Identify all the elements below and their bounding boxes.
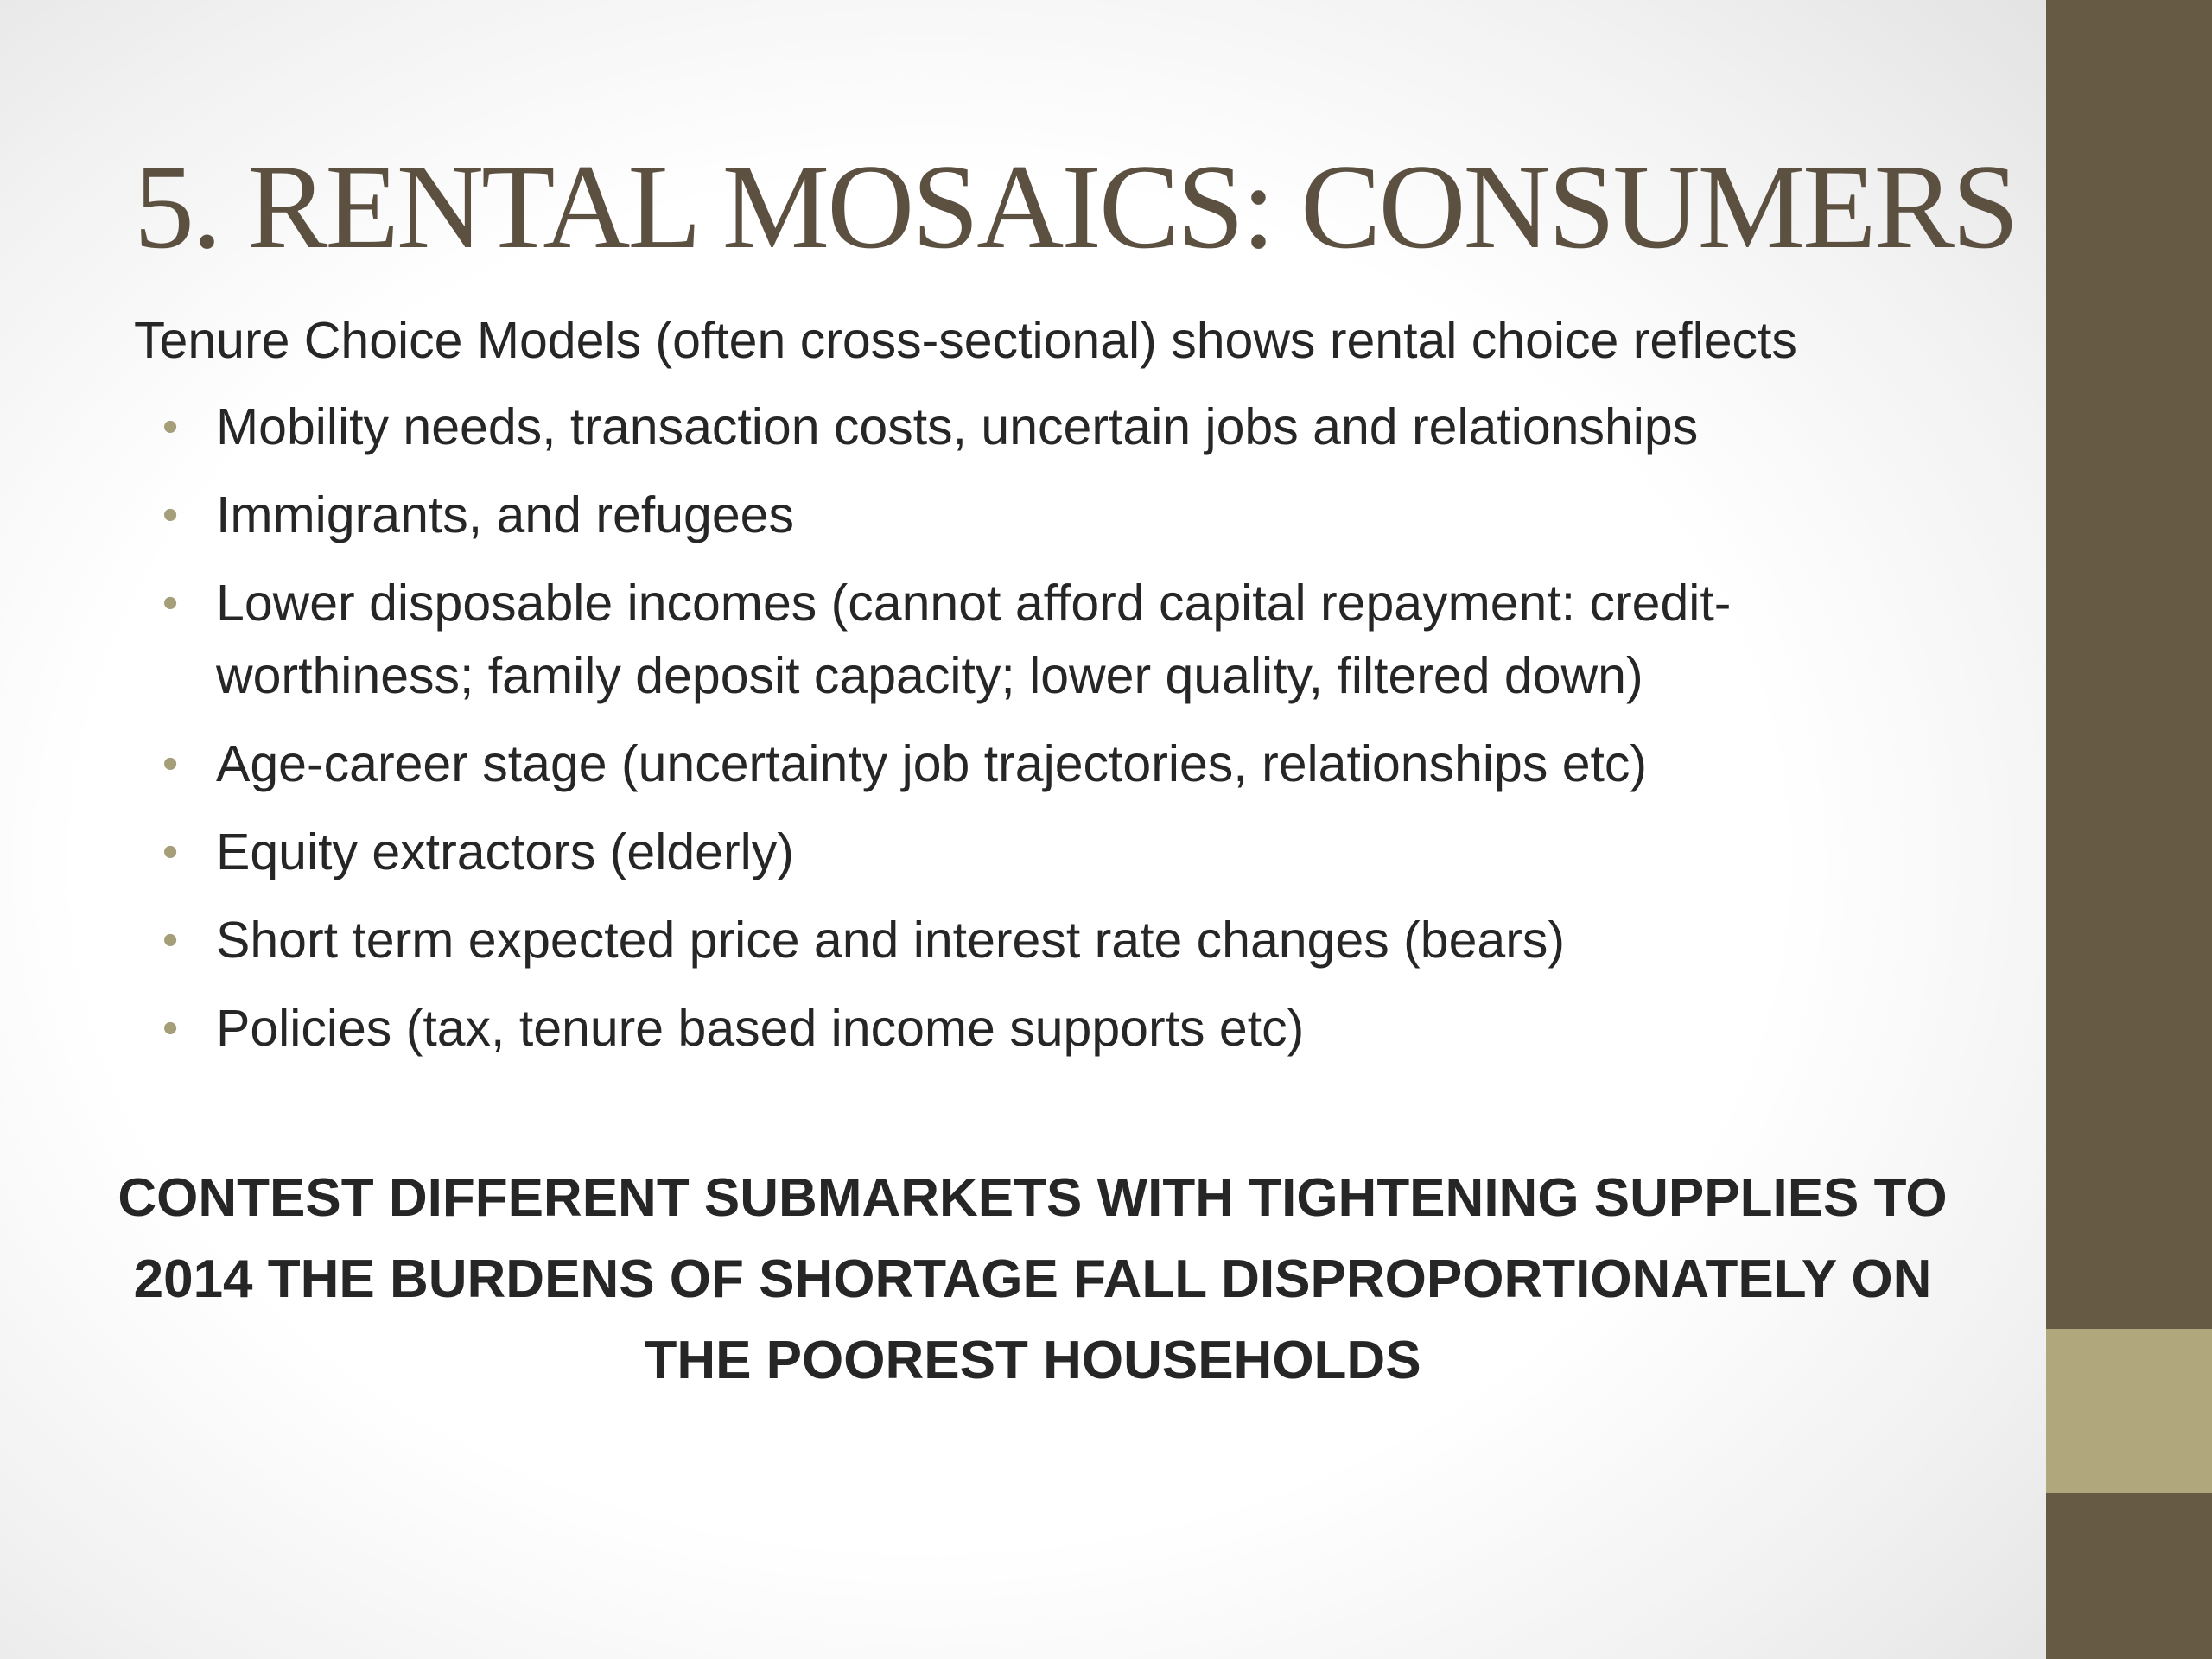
bullet-item bbox=[134, 479, 1966, 551]
bullet-icon: • bbox=[162, 827, 179, 877]
bullet-text: Age-career stage (uncertainty job trajectories, relationships etc) bbox=[216, 735, 1648, 792]
decorative-side-bar bbox=[2046, 0, 2212, 1659]
bullet-text: Equity extractors (elderly) bbox=[216, 823, 794, 880]
slide-body bbox=[134, 304, 1966, 1080]
bullet-item bbox=[134, 567, 1966, 712]
bullet-text: Mobility needs, transaction costs, uncertain jobs and relationships bbox=[216, 398, 1699, 455]
side-bar-dark-band-bottom bbox=[2046, 1493, 2212, 1659]
bullet-text: Immigrants, and refugees bbox=[216, 486, 794, 543]
bullet-text: Lower disposable incomes (cannot afford capital repayment: credit-worthiness; family deposit capacity; lower quality, filtered down) bbox=[216, 575, 1732, 704]
bullet-icon: • bbox=[162, 1003, 179, 1053]
bullet-item bbox=[134, 904, 1966, 976]
bullet-icon: • bbox=[162, 915, 179, 965]
intro-text: Tenure Choice Models (often cross-sectional) shows rental choice reflects bbox=[134, 312, 1797, 369]
conclusion-statement: CONTEST DIFFERENT SUBMARKETS WITH TIGHTENING SUPPLIES TO 2014 THE BURDENS OF SHORTAGE FALL DISPROPORTIONATELY ON THE POOREST HOUSEHOLDS bbox=[118, 1168, 1948, 1390]
bullet-item bbox=[134, 992, 1966, 1065]
side-bar-accent-band bbox=[2046, 1329, 2212, 1493]
bullet-item bbox=[134, 728, 1966, 800]
bullet-icon: • bbox=[162, 490, 179, 540]
bullet-item bbox=[134, 391, 1966, 463]
bullet-list bbox=[134, 391, 1966, 1065]
bullet-icon: • bbox=[162, 578, 179, 628]
bullet-text: Short term expected price and interest rate changes (bears) bbox=[216, 912, 1566, 969]
slide-title: 5. RENTAL MOSAICS: CONSUMERS bbox=[134, 140, 2017, 274]
bullet-icon: • bbox=[162, 739, 179, 789]
bullet-icon: • bbox=[162, 402, 179, 452]
side-bar-dark-band-top bbox=[2046, 0, 2212, 1329]
bullet-text: Policies (tax, tenure based income supports etc) bbox=[216, 1000, 1305, 1057]
bullet-item bbox=[134, 816, 1966, 888]
